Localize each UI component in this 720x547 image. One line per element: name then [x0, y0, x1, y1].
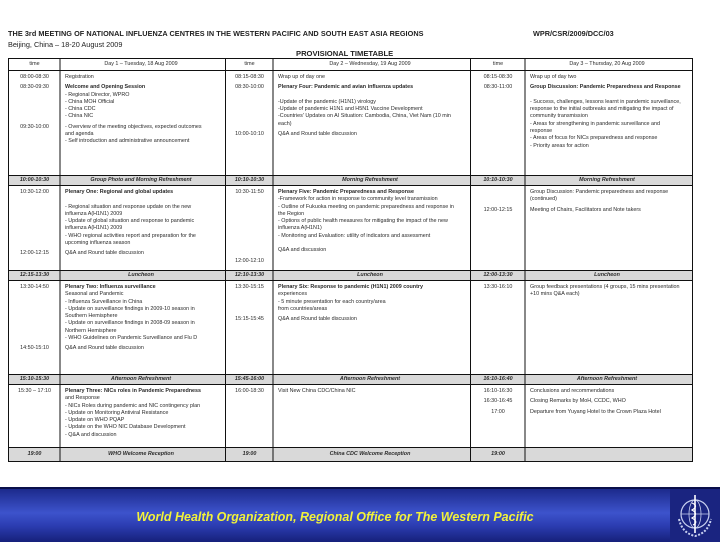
entry-line: -Countries' Updates on AI Situation: Cambodia, China, Viet Nam (10 min [278, 113, 451, 120]
schedule-entry [9, 345, 225, 352]
entry-line: influenza A(H1N1) [278, 225, 322, 232]
entry-line: - Update of global situation and response to pandemic [65, 218, 195, 225]
entry-text [525, 177, 692, 184]
entry-time: 14:50-15:10 [20, 345, 49, 352]
entry-text [273, 284, 470, 313]
entry-line: Plenary Four: Pandemic and avian influenza updates [278, 84, 414, 91]
day-3-cell [471, 448, 693, 462]
entry-line: experiences [278, 291, 308, 298]
entry-line: Q&A and Round table discussion [278, 316, 357, 323]
meeting-location-date: Beijing, China – 18-20 August 2009 [8, 40, 123, 49]
break-row [9, 375, 693, 385]
schedule-entry [226, 284, 470, 313]
entry-line: Group Discussion: Pandemic Preparedness and Response [530, 84, 681, 91]
session-row [9, 281, 693, 375]
entry-line: Luncheon [357, 271, 383, 278]
entry-text [525, 398, 692, 405]
entry-text [525, 376, 692, 383]
entry-text [525, 74, 692, 81]
meeting-title: THE 3rd MEETING OF NATIONAL INFLUENZA CENTRES IN THE WESTERN PACIFIC AND SOUTH EAST ASIA REGIONS [8, 29, 424, 38]
schedule-entry [226, 177, 470, 184]
entry-line [278, 240, 467, 247]
entry-time: 16:10-16:40 [483, 375, 513, 382]
day-2-cell [226, 448, 471, 462]
time-column-header: time [492, 60, 504, 67]
entry-time: 13:30-14:50 [20, 284, 49, 290]
entry-text [273, 61, 470, 68]
entry-text [273, 189, 470, 255]
entry-line: Conclusions and recommendations [530, 388, 615, 394]
entry-text [60, 272, 225, 279]
entry-line: - China MOH Official [65, 98, 115, 105]
entry-line: - WHO regional activities report and preparation for the [65, 232, 196, 239]
entry-time: 12:10-13:30 [234, 271, 265, 278]
day-3-cell [471, 186, 693, 271]
entry-line [278, 258, 467, 265]
entry-time: 08:00-08:30 [20, 74, 49, 80]
schedule-entry [9, 177, 225, 184]
entry-time: 15:10-15:30 [19, 375, 50, 382]
entry-line: Q&A and Round table discussion [65, 250, 144, 257]
day-1-cell [9, 281, 226, 375]
entry-text [60, 177, 225, 184]
entry-line: Q&A and Round table discussion [65, 345, 144, 352]
entry-line: - Areas of focus for NICs preparedness and response [530, 135, 658, 142]
schedule-entry [471, 272, 692, 279]
entry-line: - Monitoring and Evaluation: utility of indicators and assessment [278, 232, 431, 239]
time-column-header: time [29, 60, 40, 67]
entry-time: 15:30 – 17:10 [18, 388, 51, 394]
schedule-entry [471, 284, 692, 299]
day-3-cell [471, 271, 693, 281]
day-2-cell [226, 186, 471, 271]
schedule-entry [471, 61, 692, 68]
session-row [9, 186, 693, 271]
schedule-entry [9, 272, 225, 279]
schedule-entry [226, 74, 470, 81]
entry-time: 10:10-10:30 [483, 176, 513, 183]
day-1-cell [9, 385, 226, 448]
schedule-entry [471, 398, 692, 405]
entry-time: 12:00-12:15 [483, 206, 513, 213]
footer-banner [0, 487, 720, 542]
entry-line: (continued) [530, 196, 557, 203]
day-2-cell [226, 375, 471, 385]
entry-text [60, 451, 225, 458]
day-3-cell [471, 375, 693, 385]
entry-line: Plenary Three: NICs roles in Pandemic Preparedness [65, 388, 202, 394]
entry-line: Plenary Five: Pandemic Preparedness and Response [278, 189, 415, 195]
entry-line [278, 92, 467, 99]
entry-text [60, 388, 225, 439]
day-1-cell [9, 375, 226, 385]
schedule-entry [9, 376, 225, 383]
time-column-header: time [244, 60, 255, 67]
entry-line: WHO Welcome Reception [108, 450, 174, 457]
entry-line: Wrap up of day two [530, 74, 577, 80]
entry-text [273, 84, 470, 128]
entry-time [471, 189, 525, 204]
entry-line: Afternoon Refreshment [576, 375, 638, 382]
entry-line: - Self introduction and administrative announcement [65, 138, 190, 145]
day-2-cell [226, 71, 471, 176]
schedule-entry [226, 376, 470, 383]
break-row [9, 176, 693, 186]
entry-line: - Success, challenges, lessons learnt in pandemic surveillance, [530, 98, 681, 105]
entry-text [273, 388, 470, 395]
entry-time: 19:00 [242, 450, 257, 457]
entry-text [60, 61, 225, 68]
entry-line: Welcome and Opening Session [65, 84, 146, 91]
table-header-row [9, 59, 693, 71]
footer-text: World Health Organization, Regional Office for The Western Pacific [136, 510, 534, 524]
who-logo-icon [670, 489, 720, 542]
schedule-entry [471, 177, 692, 184]
entry-line: Plenary One: Regional and global updates [65, 189, 174, 195]
schedule-entry [9, 124, 225, 146]
entry-line: Group Photo and Morning Refreshment [90, 176, 192, 183]
schedule-entry [9, 189, 225, 247]
entry-time: 08:30-09:30 [20, 84, 49, 91]
entry-time: 19:00 [27, 450, 42, 457]
entry-line: Afternoon Refreshment [339, 375, 401, 382]
schedule-entry [9, 451, 225, 458]
schedule-entry [471, 409, 692, 416]
schedule-entry [226, 272, 470, 279]
day-2-cell [226, 59, 471, 71]
day-3-cell [471, 281, 693, 375]
entry-text [525, 451, 692, 458]
break-row [9, 271, 693, 281]
entry-text [525, 61, 692, 68]
entry-line: Departure from Yuyang Hotel to the Crown Plaza Hotel [530, 408, 661, 415]
entry-time: 12:00-12:15 [20, 250, 49, 257]
entry-text [273, 451, 470, 458]
entry-line: Wrap up of day one [278, 74, 325, 80]
entry-time: 12:00-12:10 [235, 257, 264, 264]
day-column-header: Day 2 – Wednesday, 19 Aug 2009 [329, 60, 411, 67]
day-column-header: Day 1 – Tuesday, 18 Aug 2009 [104, 60, 178, 67]
entry-line: -Framework for action in response to community level transmission [278, 196, 438, 203]
entry-line: - China CDC [65, 106, 96, 113]
entry-line: - Update on the WHO NIC Database Development [65, 424, 186, 431]
entry-line: Q&A and discussion [278, 247, 327, 254]
entry-line: and Response [65, 395, 100, 402]
entry-time: 16:10-16:30 [483, 388, 513, 394]
entry-line: China CDC Welcome Reception [329, 450, 411, 457]
entry-text [525, 284, 692, 299]
entry-line: response [530, 128, 553, 135]
entry-line: Plenary Two: Influenza surveillance [65, 284, 156, 290]
entry-time: 16:00-18:30 [235, 388, 264, 394]
entry-text [60, 284, 225, 342]
day-1-cell [9, 71, 226, 176]
schedule-entry [471, 84, 692, 150]
entry-line: Seasonal and Pandemic [65, 291, 124, 298]
timetable-heading: PROVISIONAL TIMETABLE [296, 49, 394, 58]
entry-time: 15:15-15:45 [235, 316, 264, 323]
entry-line: Visit New China CDC/China NIC [278, 388, 356, 394]
day-3-cell [471, 176, 693, 186]
entry-line: each) [278, 120, 292, 127]
entry-line: Closing Remarks by MoH, CCDC, WHO [530, 398, 626, 405]
session-row [9, 385, 693, 448]
entry-time: 08:15-08:30 [483, 74, 513, 80]
day-2-cell [226, 176, 471, 186]
entry-text [60, 376, 225, 383]
entry-line: - Areas for strengthening in pandemic surveillance and [530, 120, 661, 127]
entry-time: 17:00 [491, 408, 505, 415]
entry-line: influenza A(H1N1) 2009 [65, 225, 123, 232]
entry-line: community transmission [530, 113, 588, 120]
entry-text [525, 84, 692, 150]
entry-line: - Regional situation and response update on the new [65, 203, 192, 210]
entry-time: 16:30-16:45 [483, 398, 513, 405]
schedule-entry [226, 131, 470, 138]
entry-line: +10 mins Q&A each) [530, 291, 580, 298]
entry-text [273, 272, 470, 279]
schedule-entry [9, 250, 225, 257]
entry-text [273, 131, 470, 138]
entry-line: -Update of pandemic H1N1 and H5N1 Vaccine Development [278, 106, 423, 113]
entry-time: 13:30-15:15 [235, 284, 264, 290]
day-1-cell [9, 448, 226, 462]
entry-text [525, 189, 692, 204]
entry-text [60, 74, 225, 81]
entry-time: 08:15-08:30 [235, 74, 264, 80]
schedule-entry [9, 284, 225, 342]
day-1-cell [9, 59, 226, 71]
schedule-entry [9, 388, 225, 439]
entry-time: 10:30-11:50 [235, 189, 264, 195]
entry-line: - Influenza Surveillance in China [65, 298, 143, 305]
entry-line: - China NIC [65, 113, 94, 120]
entry-line: - Update on surveillance findings in 2009-10 season in [65, 305, 195, 312]
entry-time: 10:30-12:00 [20, 189, 49, 195]
entry-line: Northern Hemisphere [65, 327, 117, 334]
schedule-entry [9, 61, 225, 68]
entry-time: 10:00-10:30 [19, 176, 50, 183]
schedule-entry [226, 388, 470, 395]
entry-line: Morning Refreshment [579, 176, 635, 183]
day-3-cell [471, 71, 693, 176]
entry-line: - Q&A and discussion [65, 431, 117, 438]
entry-line [65, 196, 222, 203]
day-2-cell [226, 385, 471, 448]
entry-line: Plenary Six: Response to pandemic (H1N1) 2009 country [278, 284, 423, 290]
entry-text [60, 345, 225, 352]
schedule-entry [226, 61, 470, 68]
entry-time: 10:00-10:10 [235, 131, 264, 138]
entry-line: - Priority areas for action [530, 142, 589, 149]
entry-line: - 5 minute presentation for each country/area [278, 298, 386, 305]
timetable [8, 58, 693, 462]
entry-time: 08:30-11:00 [483, 84, 513, 91]
entry-text [273, 74, 470, 81]
entry-line: Southern Hemisphere [65, 313, 118, 320]
entry-line: Morning Refreshment [342, 176, 398, 183]
entry-time: 13:30-16:10 [483, 284, 513, 290]
entry-text [525, 272, 692, 279]
entry-line: - Outline of Fukuoka meeting on pandemic preparedness and response in [278, 203, 454, 210]
entry-line: - Options of public health measures for mitigating the impact of the new [278, 218, 448, 225]
entry-line: - WHO Guidelines on Pandemic Surveillance and Flu D [65, 335, 198, 342]
day-2-cell [226, 281, 471, 375]
entry-text [273, 258, 470, 265]
entry-text [525, 409, 692, 416]
schedule-entry [226, 316, 470, 323]
entry-line: Q&A and Round table discussion [278, 131, 357, 138]
schedule-entry [226, 189, 470, 255]
entry-text [60, 124, 225, 146]
entry-time: 10:10-10:30 [234, 176, 265, 183]
entry-line: Afternoon Refreshment [110, 375, 172, 382]
schedule-entry [471, 376, 692, 383]
entry-line: the Region [278, 210, 305, 217]
entry-line: - Overview of the meeting objectives, expected outcomes [65, 123, 202, 130]
schedule-entry [471, 189, 692, 204]
entry-text [525, 207, 692, 214]
entry-line: from countries/areas [278, 305, 328, 312]
entry-line: response to the initial outbreaks and mitigating the impact of [530, 106, 674, 113]
entry-line: influenza A(H1N1) 2009 [65, 210, 123, 217]
day-column-header: Day 3 – Thursday, 20 Aug 2009 [569, 60, 645, 67]
entry-text [60, 189, 225, 247]
entry-line: Registration [65, 74, 94, 80]
session-row [9, 71, 693, 176]
day-2-cell [226, 271, 471, 281]
day-3-cell [471, 59, 693, 71]
entry-text [273, 177, 470, 184]
entry-line: - Regional Director, WPRO [65, 91, 130, 98]
entry-line: -Update of the pandemic (H1N1) virology [278, 98, 376, 105]
entry-line [530, 92, 689, 99]
entry-line: Group Discussion: Pandemic preparedness and response [530, 189, 669, 195]
entry-time: 09:30-10:00 [20, 123, 49, 130]
entry-time: 08:30-10:00 [235, 84, 264, 91]
entry-line: - Update on WHO PQAP [65, 417, 125, 424]
schedule-entry [471, 451, 692, 458]
day-3-cell [471, 385, 693, 448]
entry-text [60, 250, 225, 257]
schedule-entry [471, 74, 692, 81]
entry-line: and agenda [65, 131, 94, 138]
schedule-entry [226, 451, 470, 458]
schedule-entry [471, 388, 692, 395]
entry-line: - NICs Roles during pandemic and NIC contingency plan [65, 402, 201, 409]
entry-line: Group feedback presentations (4 groups, 15 mins presentation [530, 284, 680, 290]
day-1-cell [9, 176, 226, 186]
schedule-entry [226, 258, 470, 265]
day-1-cell [9, 271, 226, 281]
entry-line: - Update on Monitoring Antiviral Resistance [65, 409, 169, 416]
entry-time: 19:00 [491, 450, 505, 457]
day-1-cell [9, 186, 226, 271]
schedule-entry [9, 84, 225, 120]
document-reference: WPR/CSR/2009/DCC/03 [533, 29, 614, 38]
entry-line: Luncheon [594, 271, 620, 278]
entry-time: 12:00-13:30 [483, 271, 513, 278]
schedule-entry [471, 207, 692, 214]
schedule-entry [226, 84, 470, 128]
entry-text [273, 316, 470, 323]
entry-time: 12:15-13:30 [19, 271, 50, 278]
break-row [9, 448, 693, 462]
entry-line: upcoming influenza season [65, 240, 131, 247]
entry-line [525, 451, 689, 458]
entry-text [525, 388, 692, 395]
entry-time: 15:45-16:00 [234, 375, 265, 382]
entry-text [60, 84, 225, 120]
entry-text [273, 376, 470, 383]
schedule-entry [9, 74, 225, 81]
entry-line: Luncheon [128, 271, 154, 278]
entry-line: - Update on surveillance findings in 2008-09 season in [65, 320, 195, 327]
entry-line: Meeting of Chairs, Facilitators and Note takers [530, 206, 641, 213]
